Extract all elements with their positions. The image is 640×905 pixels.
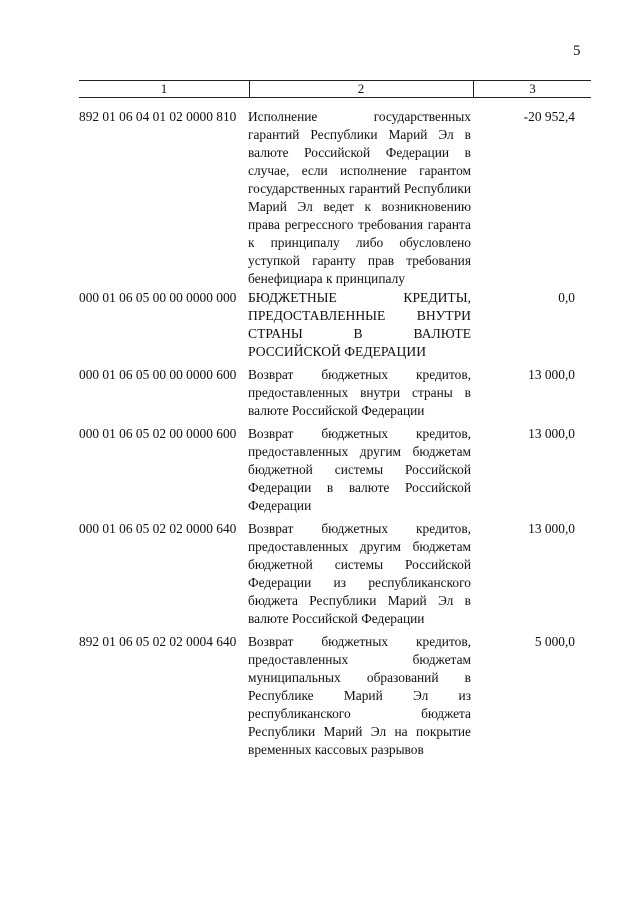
budget-code: 892 01 06 05 02 02 0004 640 — [79, 634, 237, 649]
table-row — [0, 425, 640, 515]
row-amount: 0,0 — [558, 290, 575, 305]
row-amount: -20 952,4 — [523, 109, 575, 124]
row-description: Возврат бюджетных кредитов, предоставленных бюджетам муниципальных образований в Республике Марий Эл из республиканского бюджета Республики Марий Эл на покрытие временных кассовых разрывов — [248, 634, 471, 757]
table-row — [0, 520, 640, 628]
row-description: БЮДЖЕТНЫЕ КРЕДИТЫ, ПРЕДОСТАВЛЕННЫЕ ВНУТРИ СТРАНЫ В ВАЛЮТЕ РОССИЙСКОЙ ФЕДЕРАЦИИ — [248, 290, 471, 359]
table-body — [0, 108, 640, 759]
row-amount: 13 000,0 — [528, 521, 575, 536]
page-number: 5 — [573, 43, 581, 59]
row-amount: 13 000,0 — [528, 426, 575, 441]
table-row — [0, 108, 640, 288]
row-description: Исполнение государственных гарантий Республики Марий Эл в валюте Российской Федерации в случае, если исполнение гарантом государственных гарантий Республики Марий Эл ведет к возникновению права регрессного требования гаранта к принципалу либо обусловлено уступкой гаранту прав требования бенефициара к принципалу — [248, 109, 471, 286]
column-header-2: 2 — [249, 81, 474, 97]
table-row — [0, 633, 640, 759]
column-header-3: 3 — [529, 81, 536, 96]
budget-code: 000 01 06 05 00 00 0000 600 — [79, 367, 237, 382]
table-header-row — [79, 80, 591, 98]
row-amount: 5 000,0 — [534, 634, 575, 649]
table-row — [0, 366, 640, 420]
budget-code: 000 01 06 05 02 00 0000 600 — [79, 426, 237, 441]
row-description: Возврат бюджетных кредитов, предоставленных другим бюджетам бюджетной системы Российской Федерации из республиканского бюджета Республики Марий Эл в валюте Российской Федерации — [248, 521, 471, 626]
budget-code: 892 01 06 04 01 02 0000 810 — [79, 109, 237, 124]
budget-code: 000 01 06 05 00 00 0000 000 — [79, 290, 237, 305]
row-description: Возврат бюджетных кредитов, предоставленных внутри страны в валюте Российской Федерации — [248, 367, 471, 418]
row-amount: 13 000,0 — [528, 367, 575, 382]
budget-code: 000 01 06 05 02 02 0000 640 — [79, 521, 237, 536]
row-description: Возврат бюджетных кредитов, предоставленных другим бюджетам бюджетной системы Российской Федерации в валюте Российской Федерации — [248, 426, 471, 513]
column-header-1: 1 — [79, 81, 250, 97]
table-row — [0, 289, 640, 361]
